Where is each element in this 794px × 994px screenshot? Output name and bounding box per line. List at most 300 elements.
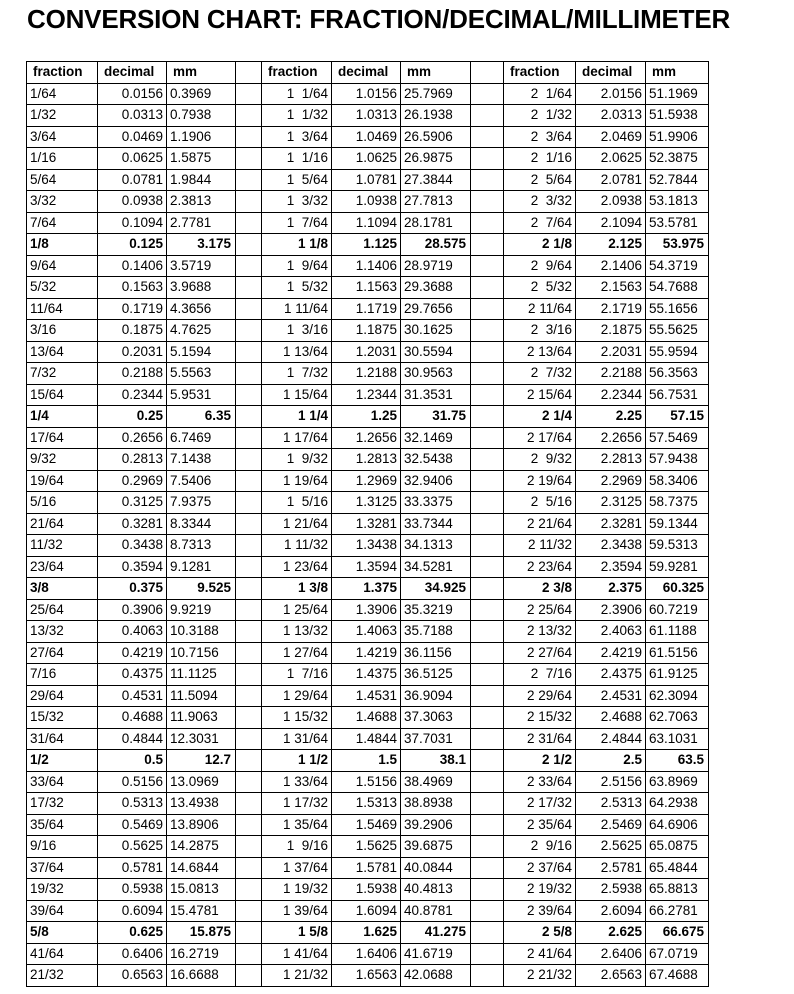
- decimal-cell: 2.3438: [576, 535, 646, 557]
- mm-cell: 42.0688: [401, 965, 471, 987]
- table-row: [27, 900, 709, 922]
- decimal-cell: 1.5156: [332, 771, 401, 793]
- fraction-cell: 1 3/64: [262, 126, 332, 148]
- fraction-cell: 35/64: [27, 814, 98, 836]
- column-spacer: [471, 191, 504, 213]
- table-row: [27, 965, 709, 987]
- mm-cell: 1.9844: [167, 169, 236, 191]
- mm-cell: 3.9688: [167, 277, 236, 299]
- column-spacer: [471, 535, 504, 557]
- mm-cell: 65.4844: [646, 857, 709, 879]
- fraction-cell: 1 3/16: [262, 320, 332, 342]
- column-spacer: [471, 943, 504, 965]
- fraction-cell: 1 11/64: [262, 298, 332, 320]
- mm-cell: 59.1344: [646, 513, 709, 535]
- fraction-cell: 1 27/64: [262, 642, 332, 664]
- decimal-cell: 2.6094: [576, 900, 646, 922]
- column-spacer: [471, 277, 504, 299]
- mm-cell: 55.5625: [646, 320, 709, 342]
- fraction-cell: 1 1/64: [262, 83, 332, 105]
- column-spacer: [471, 879, 504, 901]
- column-spacer: [236, 126, 262, 148]
- mm-cell: 51.1969: [646, 83, 709, 105]
- decimal-cell: 1.6406: [332, 943, 401, 965]
- decimal-cell: 0.4219: [98, 642, 167, 664]
- mm-cell: 60.325: [646, 578, 709, 600]
- decimal-cell: 2.1875: [576, 320, 646, 342]
- table-row: [27, 126, 709, 148]
- mm-cell: 51.9906: [646, 126, 709, 148]
- decimal-cell: 0.3594: [98, 556, 167, 578]
- decimal-cell: 0.3906: [98, 599, 167, 621]
- decimal-cell: 1.3906: [332, 599, 401, 621]
- column-spacer: [471, 212, 504, 234]
- header-decimal-2: decimal: [332, 62, 401, 84]
- decimal-cell: 0.0938: [98, 191, 167, 213]
- fraction-cell: 2 1/32: [504, 105, 576, 127]
- fraction-cell: 33/64: [27, 771, 98, 793]
- column-spacer: [471, 492, 504, 514]
- fraction-cell: 1 1/4: [262, 406, 332, 428]
- fraction-cell: 1 15/64: [262, 384, 332, 406]
- decimal-cell: 2.5625: [576, 836, 646, 858]
- fraction-cell: 3/32: [27, 191, 98, 213]
- column-spacer: [236, 556, 262, 578]
- fraction-cell: 1 7/32: [262, 363, 332, 385]
- decimal-cell: 1.5781: [332, 857, 401, 879]
- column-spacer: [236, 341, 262, 363]
- decimal-cell: 2.2344: [576, 384, 646, 406]
- decimal-cell: 1.4375: [332, 664, 401, 686]
- decimal-cell: 0.0781: [98, 169, 167, 191]
- decimal-cell: 1.5938: [332, 879, 401, 901]
- decimal-cell: 1.0469: [332, 126, 401, 148]
- fraction-cell: 1 25/64: [262, 599, 332, 621]
- decimal-cell: 2.1406: [576, 255, 646, 277]
- decimal-cell: 0.5469: [98, 814, 167, 836]
- fraction-cell: 2 21/64: [504, 513, 576, 535]
- mm-cell: 8.7313: [167, 535, 236, 557]
- decimal-cell: 2.5781: [576, 857, 646, 879]
- fraction-cell: 1 29/64: [262, 685, 332, 707]
- fraction-cell: 13/64: [27, 341, 98, 363]
- mm-cell: 0.3969: [167, 83, 236, 105]
- mm-cell: 2.7781: [167, 212, 236, 234]
- decimal-cell: 1.2656: [332, 427, 401, 449]
- column-spacer: [236, 384, 262, 406]
- decimal-cell: 2.625: [576, 922, 646, 944]
- decimal-cell: 0.4531: [98, 685, 167, 707]
- column-spacer: [236, 492, 262, 514]
- mm-cell: 53.1813: [646, 191, 709, 213]
- decimal-cell: 2.4375: [576, 664, 646, 686]
- mm-cell: 13.0969: [167, 771, 236, 793]
- fraction-cell: 1 1/32: [262, 105, 332, 127]
- decimal-cell: 1.2031: [332, 341, 401, 363]
- column-spacer: [471, 148, 504, 170]
- mm-cell: 38.8938: [401, 793, 471, 815]
- column-spacer: [236, 707, 262, 729]
- fraction-cell: 13/32: [27, 621, 98, 643]
- decimal-cell: 2.0469: [576, 126, 646, 148]
- mm-cell: 30.1625: [401, 320, 471, 342]
- fraction-cell: 15/64: [27, 384, 98, 406]
- mm-cell: 26.9875: [401, 148, 471, 170]
- column-spacer: [236, 513, 262, 535]
- column-spacer: [471, 298, 504, 320]
- fraction-cell: 2 25/64: [504, 599, 576, 621]
- mm-cell: 31.75: [401, 406, 471, 428]
- mm-cell: 26.1938: [401, 105, 471, 127]
- decimal-cell: 0.3125: [98, 492, 167, 514]
- mm-cell: 63.1031: [646, 728, 709, 750]
- column-spacer: [236, 750, 262, 772]
- fraction-cell: 1 7/16: [262, 664, 332, 686]
- decimal-cell: 2.4844: [576, 728, 646, 750]
- fraction-cell: 1 3/32: [262, 191, 332, 213]
- decimal-cell: 0.125: [98, 234, 167, 256]
- mm-cell: 61.5156: [646, 642, 709, 664]
- column-spacer: [236, 728, 262, 750]
- table-row: [27, 814, 709, 836]
- column-spacer: [471, 320, 504, 342]
- mm-cell: 39.6875: [401, 836, 471, 858]
- column-spacer: [471, 578, 504, 600]
- column-spacer: [236, 664, 262, 686]
- mm-cell: 57.15: [646, 406, 709, 428]
- mm-cell: 34.1313: [401, 535, 471, 557]
- decimal-cell: 2.1719: [576, 298, 646, 320]
- fraction-cell: 2 19/64: [504, 470, 576, 492]
- mm-cell: 3.5719: [167, 255, 236, 277]
- mm-cell: 52.3875: [646, 148, 709, 170]
- mm-cell: 57.5469: [646, 427, 709, 449]
- decimal-cell: 1.0156: [332, 83, 401, 105]
- mm-cell: 59.9281: [646, 556, 709, 578]
- table-row: [27, 836, 709, 858]
- column-spacer: [471, 255, 504, 277]
- header-fraction-2: fraction: [262, 62, 332, 84]
- page-title: CONVERSION CHART: FRACTION/DECIMAL/MILLIMETER: [27, 4, 731, 34]
- column-spacer: [471, 427, 504, 449]
- column-spacer: [236, 191, 262, 213]
- mm-cell: 7.9375: [167, 492, 236, 514]
- fraction-cell: 2 13/64: [504, 341, 576, 363]
- mm-cell: 41.275: [401, 922, 471, 944]
- table-row: [27, 707, 709, 729]
- decimal-cell: 2.4688: [576, 707, 646, 729]
- fraction-cell: 1 33/64: [262, 771, 332, 793]
- mm-cell: 1.1906: [167, 126, 236, 148]
- decimal-cell: 2.2031: [576, 341, 646, 363]
- fraction-cell: 1 3/8: [262, 578, 332, 600]
- fraction-cell: 2 9/64: [504, 255, 576, 277]
- decimal-cell: 0.3281: [98, 513, 167, 535]
- mm-cell: 58.3406: [646, 470, 709, 492]
- fraction-cell: 5/64: [27, 169, 98, 191]
- mm-cell: 10.3188: [167, 621, 236, 643]
- table-row: [27, 728, 709, 750]
- mm-cell: 7.5406: [167, 470, 236, 492]
- table-row: [27, 105, 709, 127]
- mm-cell: 62.3094: [646, 685, 709, 707]
- table-row: [27, 793, 709, 815]
- column-spacer: [471, 406, 504, 428]
- fraction-cell: 1/8: [27, 234, 98, 256]
- header-fraction-1: fraction: [27, 62, 98, 84]
- mm-cell: 5.5563: [167, 363, 236, 385]
- column-spacer: [471, 750, 504, 772]
- fraction-cell: 2 5/64: [504, 169, 576, 191]
- fraction-cell: 3/16: [27, 320, 98, 342]
- mm-cell: 33.3375: [401, 492, 471, 514]
- decimal-cell: 1.1094: [332, 212, 401, 234]
- decimal-cell: 2.1094: [576, 212, 646, 234]
- mm-cell: 66.675: [646, 922, 709, 944]
- column-spacer: [236, 793, 262, 815]
- decimal-cell: 1.5469: [332, 814, 401, 836]
- column-spacer: [236, 535, 262, 557]
- decimal-cell: 2.5938: [576, 879, 646, 901]
- fraction-cell: 1 13/32: [262, 621, 332, 643]
- mm-cell: 38.4969: [401, 771, 471, 793]
- table-row: [27, 513, 709, 535]
- column-spacer: [236, 879, 262, 901]
- column-spacer: [471, 105, 504, 127]
- mm-cell: 14.6844: [167, 857, 236, 879]
- decimal-cell: 2.4531: [576, 685, 646, 707]
- mm-cell: 5.9531: [167, 384, 236, 406]
- decimal-cell: 0.1406: [98, 255, 167, 277]
- table-row: [27, 384, 709, 406]
- mm-cell: 38.1: [401, 750, 471, 772]
- decimal-cell: 0.2656: [98, 427, 167, 449]
- mm-cell: 9.1281: [167, 556, 236, 578]
- decimal-cell: 1.3125: [332, 492, 401, 514]
- fraction-cell: 11/32: [27, 535, 98, 557]
- decimal-cell: 0.2031: [98, 341, 167, 363]
- fraction-cell: 2 29/64: [504, 685, 576, 707]
- mm-cell: 37.7031: [401, 728, 471, 750]
- fraction-cell: 1 37/64: [262, 857, 332, 879]
- mm-cell: 10.7156: [167, 642, 236, 664]
- column-spacer: [236, 406, 262, 428]
- fraction-cell: 3/64: [27, 126, 98, 148]
- fraction-cell: 1 1/8: [262, 234, 332, 256]
- decimal-cell: 2.0781: [576, 169, 646, 191]
- table-row-highlight: [27, 922, 709, 944]
- fraction-cell: 1 13/64: [262, 341, 332, 363]
- fraction-cell: 5/16: [27, 492, 98, 514]
- fraction-cell: 37/64: [27, 857, 98, 879]
- mm-cell: 36.1156: [401, 642, 471, 664]
- decimal-cell: 2.3906: [576, 599, 646, 621]
- mm-cell: 28.9719: [401, 255, 471, 277]
- table-row: [27, 556, 709, 578]
- column-spacer: [471, 771, 504, 793]
- mm-cell: 35.3219: [401, 599, 471, 621]
- column-spacer: [236, 320, 262, 342]
- mm-cell: 61.9125: [646, 664, 709, 686]
- decimal-cell: 0.2969: [98, 470, 167, 492]
- mm-cell: 3.175: [167, 234, 236, 256]
- conversion-table-body: [27, 62, 709, 987]
- mm-cell: 32.5438: [401, 449, 471, 471]
- decimal-cell: 1.5313: [332, 793, 401, 815]
- decimal-cell: 2.3281: [576, 513, 646, 535]
- column-spacer: [471, 599, 504, 621]
- decimal-cell: 1.0938: [332, 191, 401, 213]
- decimal-cell: 0.4063: [98, 621, 167, 643]
- decimal-cell: 2.0313: [576, 105, 646, 127]
- mm-cell: 27.3844: [401, 169, 471, 191]
- decimal-cell: 0.6094: [98, 900, 167, 922]
- mm-cell: 41.6719: [401, 943, 471, 965]
- fraction-cell: 1 5/64: [262, 169, 332, 191]
- mm-cell: 40.4813: [401, 879, 471, 901]
- column-spacer: [471, 707, 504, 729]
- decimal-cell: 2.6563: [576, 965, 646, 987]
- decimal-cell: 1.25: [332, 406, 401, 428]
- column-spacer: [236, 62, 262, 84]
- mm-cell: 32.9406: [401, 470, 471, 492]
- table-row: [27, 363, 709, 385]
- mm-cell: 39.2906: [401, 814, 471, 836]
- fraction-cell: 1 5/16: [262, 492, 332, 514]
- mm-cell: 55.9594: [646, 341, 709, 363]
- mm-cell: 34.5281: [401, 556, 471, 578]
- fraction-cell: 1 21/64: [262, 513, 332, 535]
- column-spacer: [236, 836, 262, 858]
- decimal-cell: 2.6406: [576, 943, 646, 965]
- mm-cell: 63.8969: [646, 771, 709, 793]
- mm-cell: 57.9438: [646, 449, 709, 471]
- fraction-cell: 19/32: [27, 879, 98, 901]
- mm-cell: 65.0875: [646, 836, 709, 858]
- decimal-cell: 1.2344: [332, 384, 401, 406]
- table-row: [27, 535, 709, 557]
- mm-cell: 4.3656: [167, 298, 236, 320]
- fraction-cell: 1 11/32: [262, 535, 332, 557]
- mm-cell: 32.1469: [401, 427, 471, 449]
- fraction-cell: 1 9/32: [262, 449, 332, 471]
- table-row: [27, 427, 709, 449]
- column-spacer: [471, 470, 504, 492]
- mm-cell: 14.2875: [167, 836, 236, 858]
- mm-cell: 56.3563: [646, 363, 709, 385]
- decimal-cell: 1.6563: [332, 965, 401, 987]
- column-spacer: [236, 83, 262, 105]
- decimal-cell: 1.0781: [332, 169, 401, 191]
- decimal-cell: 1.4688: [332, 707, 401, 729]
- fraction-cell: 7/64: [27, 212, 98, 234]
- table-row: [27, 879, 709, 901]
- mm-cell: 6.7469: [167, 427, 236, 449]
- fraction-cell: 2 21/32: [504, 965, 576, 987]
- mm-cell: 54.3719: [646, 255, 709, 277]
- decimal-cell: 0.5625: [98, 836, 167, 858]
- mm-cell: 36.9094: [401, 685, 471, 707]
- decimal-cell: 0.1719: [98, 298, 167, 320]
- fraction-cell: 1 35/64: [262, 814, 332, 836]
- mm-cell: 26.5906: [401, 126, 471, 148]
- mm-cell: 28.1781: [401, 212, 471, 234]
- decimal-cell: 1.5625: [332, 836, 401, 858]
- decimal-cell: 0.2344: [98, 384, 167, 406]
- fraction-cell: 21/64: [27, 513, 98, 535]
- table-row-highlight: [27, 578, 709, 600]
- mm-cell: 16.6688: [167, 965, 236, 987]
- decimal-cell: 1.3438: [332, 535, 401, 557]
- fraction-cell: 1 5/32: [262, 277, 332, 299]
- decimal-cell: 0.6406: [98, 943, 167, 965]
- decimal-cell: 0.5938: [98, 879, 167, 901]
- fraction-cell: 2 15/64: [504, 384, 576, 406]
- mm-cell: 64.6906: [646, 814, 709, 836]
- column-spacer: [471, 922, 504, 944]
- mm-cell: 5.1594: [167, 341, 236, 363]
- column-spacer: [471, 836, 504, 858]
- column-spacer: [471, 793, 504, 815]
- fraction-cell: 9/16: [27, 836, 98, 858]
- mm-cell: 60.7219: [646, 599, 709, 621]
- table-row: [27, 492, 709, 514]
- mm-cell: 27.7813: [401, 191, 471, 213]
- table-row-highlight: [27, 406, 709, 428]
- decimal-cell: 1.1875: [332, 320, 401, 342]
- mm-cell: 40.8781: [401, 900, 471, 922]
- mm-cell: 13.4938: [167, 793, 236, 815]
- decimal-cell: 1.4531: [332, 685, 401, 707]
- decimal-cell: 0.0625: [98, 148, 167, 170]
- column-spacer: [471, 965, 504, 987]
- column-spacer: [236, 427, 262, 449]
- fraction-cell: 2 11/64: [504, 298, 576, 320]
- table-row: [27, 191, 709, 213]
- column-spacer: [236, 169, 262, 191]
- decimal-cell: 1.125: [332, 234, 401, 256]
- table-row-highlight: [27, 234, 709, 256]
- decimal-cell: 0.6563: [98, 965, 167, 987]
- mm-cell: 54.7688: [646, 277, 709, 299]
- fraction-cell: 1 7/64: [262, 212, 332, 234]
- mm-cell: 51.5938: [646, 105, 709, 127]
- decimal-cell: 1.2969: [332, 470, 401, 492]
- mm-cell: 4.7625: [167, 320, 236, 342]
- fraction-cell: 2 3/32: [504, 191, 576, 213]
- fraction-cell: 2 5/16: [504, 492, 576, 514]
- column-spacer: [236, 578, 262, 600]
- column-spacer: [471, 814, 504, 836]
- decimal-cell: 1.625: [332, 922, 401, 944]
- header-mm-3: mm: [646, 62, 709, 84]
- fraction-cell: 2 3/16: [504, 320, 576, 342]
- column-spacer: [236, 814, 262, 836]
- decimal-cell: 1.4063: [332, 621, 401, 643]
- decimal-cell: 0.5781: [98, 857, 167, 879]
- fraction-cell: 2 5/8: [504, 922, 576, 944]
- decimal-cell: 2.0938: [576, 191, 646, 213]
- decimal-cell: 2.5313: [576, 793, 646, 815]
- fraction-cell: 2 7/32: [504, 363, 576, 385]
- column-spacer: [236, 900, 262, 922]
- column-spacer: [471, 234, 504, 256]
- fraction-cell: 1 15/32: [262, 707, 332, 729]
- decimal-cell: 2.2656: [576, 427, 646, 449]
- fraction-cell: 1 5/8: [262, 922, 332, 944]
- decimal-cell: 1.3281: [332, 513, 401, 535]
- column-spacer: [236, 965, 262, 987]
